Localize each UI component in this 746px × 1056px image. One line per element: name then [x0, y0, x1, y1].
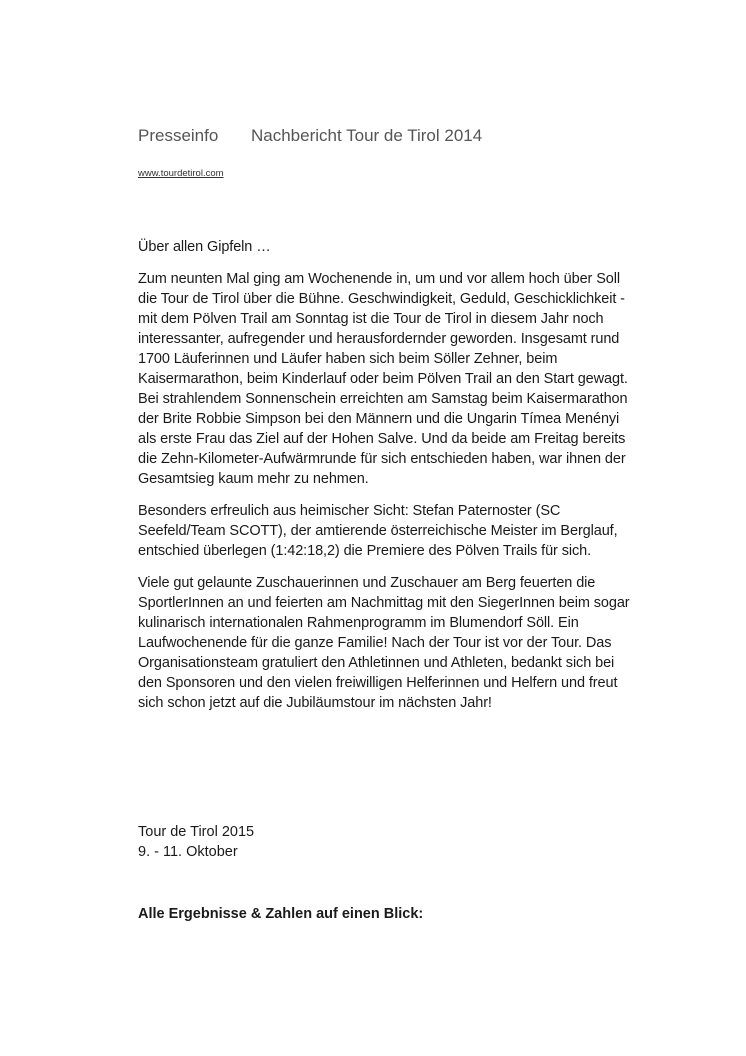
paragraph-1: Zum neunten Mal ging am Wochenende in, um und vor allem hoch über Soll die Tour de Tirol über die Bühne. Geschwindigkeit, Geduld, Geschicklichkeit - mit dem Pölven Trail am Sonntag ist die Tour de Tirol in diesem Jahr noch interessanter, aufregender und herausfordernder geworden. Insgesamt rund 1700 Läuferinnen und Läufer haben sich beim Söller Zehner, beim Kaisermarathon, beim Kinderlauf oder beim Pölven Trail an den Start gewagt. Bei strahlendem Sonnenschein erreichten am Samstag beim Kaisermarathon der Brite Robbie Simpson bei den Männern und die Ungarin Tímea Menényi als erste Frau das Ziel auf der Hohen Salve. Und da beide am Freitag bereits die Zehn-Kilometer-Aufwärmrunde für sich entschieden haben, war ihnen der Gesamtsieg kaum mehr zu nehmen.	[138, 271, 628, 487]
results-heading: Alle Ergebnisse & Zahlen auf einen Blick:	[138, 906, 424, 922]
header-label: Presseinfo	[138, 126, 219, 145]
event-dates: 9. - 11. Oktober	[138, 844, 238, 860]
paragraph-2: Besonders erfreulich aus heimischer Sicht: Stefan Paternoster (SC Seefeld/Team SCOTT), der amtierende österreichische Meister im Berglauf, entschied überlegen (1:42:18,2) die Premiere des Pölven Trails für sich.	[138, 503, 618, 559]
article-heading: Über allen Gipfeln …	[138, 239, 271, 255]
header-title: Nachbericht Tour de Tirol 2014	[251, 126, 483, 145]
website-link[interactable]: www.tourdetirol.com	[138, 168, 224, 179]
event-info	[138, 822, 254, 862]
event-name: Tour de Tirol 2015	[138, 824, 255, 840]
page-header	[138, 126, 482, 146]
paragraph-3: Viele gut gelaunte Zuschauerinnen und Zuschauer am Berg feuerten die SportlerInnen an und feierten am Nachmittag mit den SiegerInnen beim sogar kulinarisch internationalen Rahmenprogramm im Blumendorf Söll. Ein Laufwochenende für die ganze Familie! Nach der Tour ist vor der Tour. Das Organisationsteam gratuliert den Athletinnen und Athleten, bedankt sich bei den Sponsoren und den vielen freiwilligen Helferinnen und Helfern und freut sich schon jetzt auf die Jubiläumstour im nächsten Jahr!	[138, 575, 630, 711]
article-body	[138, 237, 638, 725]
